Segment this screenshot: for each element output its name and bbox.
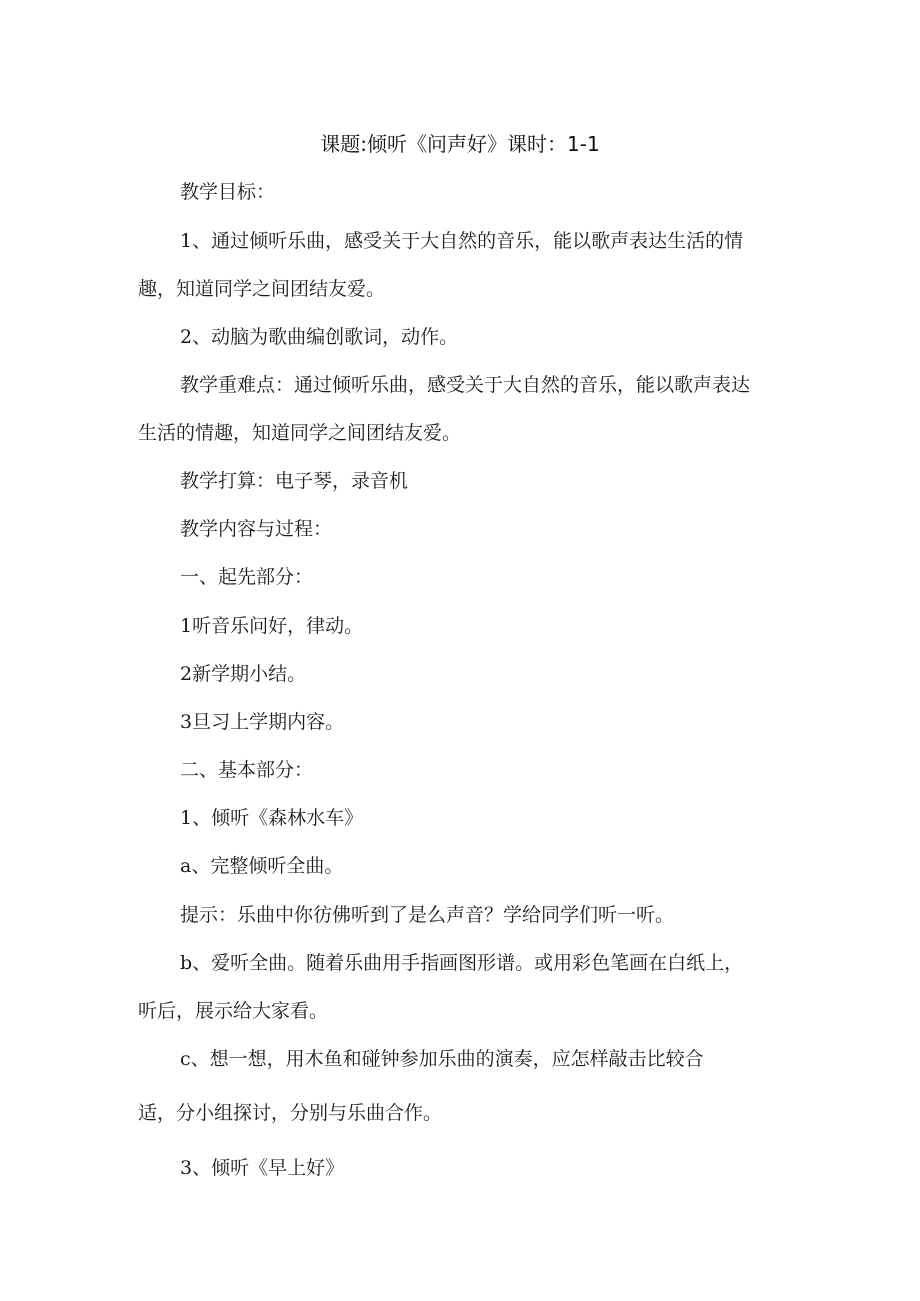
key-points-line-2: 生活的情趣，知道同学之间团结友爱。 [138, 422, 462, 444]
lesson-title: 课题:倾听《问声好》课时：1-1 [320, 132, 600, 156]
content-process-heading: 教学内容与过程： [180, 518, 333, 540]
goal-1-line-1: 1、通过倾听乐曲，感受关于大自然的音乐，能以歌声表达生活的情 [180, 230, 744, 252]
section-2-item-1: 1、倾听《森林水车》 [180, 807, 364, 829]
section-1-item-2: 2新学期小结。 [180, 663, 307, 685]
section-1-item-1: 1听音乐问好，律动。 [180, 615, 364, 637]
step-a: a、完整倾听全曲。 [180, 855, 344, 877]
step-c-line-1: c、想一想，用木鱼和碰钟参加乐曲的演奏，应怎样敲击比较合 [180, 1048, 704, 1070]
step-b-line-2: 听后，展示给大家看。 [138, 1000, 329, 1022]
hint-line: 提示：乐曲中你彷佛听到了是么声音？学给同学们听一听。 [180, 904, 675, 926]
teaching-goals-heading: 教学目标： [180, 181, 276, 203]
key-points-line-1: 教学重难点：通过倾听乐曲，感受关于大自然的音乐，能以歌声表达 [180, 374, 751, 396]
goal-2: 2、动脑为歌曲编创歌词，动作。 [180, 326, 459, 348]
goal-1-line-2: 趣，知道同学之间团结友爱。 [138, 278, 386, 300]
section-2-heading: 二、基本部分： [180, 759, 314, 781]
section-2-item-3: 3、倾听《早上好》 [180, 1157, 345, 1179]
teaching-preparation: 教学打算：电子琴，录音机 [180, 470, 409, 492]
step-c-line-2: 适，分小组探讨，分别与乐曲合作。 [138, 1102, 443, 1124]
section-1-heading: 一、起先部分： [180, 566, 314, 588]
step-b-line-1: b、爱听全曲。随着乐曲用手指画图形谱。或用彩色笔画在白纸上， [180, 952, 744, 974]
section-1-item-3: 3旦习上学期内容。 [180, 711, 345, 733]
